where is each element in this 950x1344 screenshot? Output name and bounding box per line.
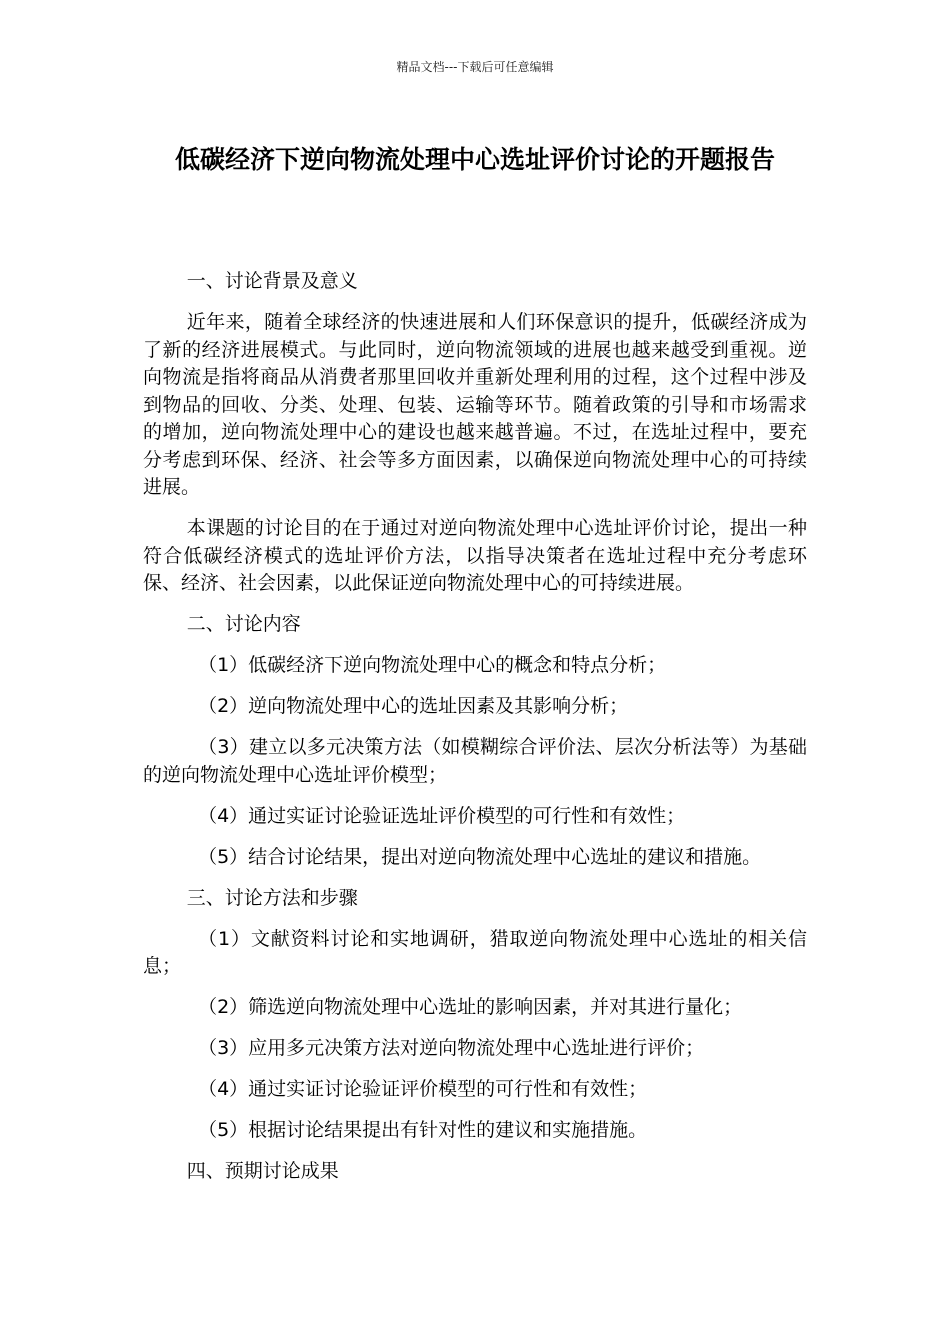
list-item: （1）文献资料讨论和实地调研，猎取逆向物流处理中心选址的相关信息； bbox=[143, 927, 807, 977]
section-heading-methods: 三、讨论方法和步骤 bbox=[186, 886, 358, 909]
list-item: （4）通过实证讨论验证选址评价模型的可行性和有效性； bbox=[198, 804, 686, 827]
section-heading-outcomes: 四、预期讨论成果 bbox=[186, 1160, 339, 1182]
header-note: 精品文档---下载后可任意编辑 bbox=[396, 60, 554, 74]
list-item: （5）结合讨论结果，提出对逆向物流处理中心选址的建议和措施。 bbox=[198, 845, 762, 868]
list-item: （1）低碳经济下逆向物流处理中心的概念和特点分析； bbox=[198, 654, 667, 676]
document-title: 低碳经济下逆向物流处理中心选址评价讨论的开题报告 bbox=[174, 145, 775, 174]
document-body bbox=[143, 268, 807, 1199]
list-item: （2）筛选逆向物流处理中心选址的影响因素，并对其进行量化； bbox=[198, 996, 743, 1018]
list-item: （4）通过实证讨论验证评价模型的可行性和有效性； bbox=[198, 1078, 648, 1100]
paragraph-background: 近年来，随着全球经济的快速进展和人们环保意识的提升，低碳经济成为了新的经济进展模式。与此同时，逆向物流领域的进展也越来越受到重视。逆向物流是指将商品从消费者那里回收并重新处理利用的过程，这个过程中涉及到物品的回收、分类、处理、包装、运输等环节。随着政策的引导和市场需求的增加，逆向物流处理中心的建设也越来越普遍。不过，在选址过程中，要充分考虑到环保、经济、社会等多方面因素，以确保逆向物流处理中心的可持续进展。 bbox=[143, 311, 807, 498]
section-heading-background: 一、讨论背景及意义 bbox=[186, 270, 358, 292]
list-item: （3）应用多元决策方法对逆向物流处理中心选址进行评价； bbox=[198, 1037, 705, 1059]
list-item: （5）根据讨论结果提出有针对性的建议和实施措施。 bbox=[198, 1119, 648, 1141]
list-item: （3）建立以多元决策方法（如模糊综合评价法、层次分析法等）为基础的逆向物流处理中心选址评价模型； bbox=[143, 736, 807, 786]
section-heading-content: 二、讨论内容 bbox=[186, 613, 301, 635]
paragraph-purpose: 本课题的讨论目的在于通过对逆向物流处理中心选址评价讨论，提出一种符合低碳经济模式的选址评价方法，以指导决策者在选址过程中充分考虑环保、经济、社会因素，以此保证逆向物流处理中心的可持续进展。 bbox=[143, 517, 807, 594]
list-item: （2）逆向物流处理中心的选址因素及其影响分析； bbox=[198, 695, 629, 717]
